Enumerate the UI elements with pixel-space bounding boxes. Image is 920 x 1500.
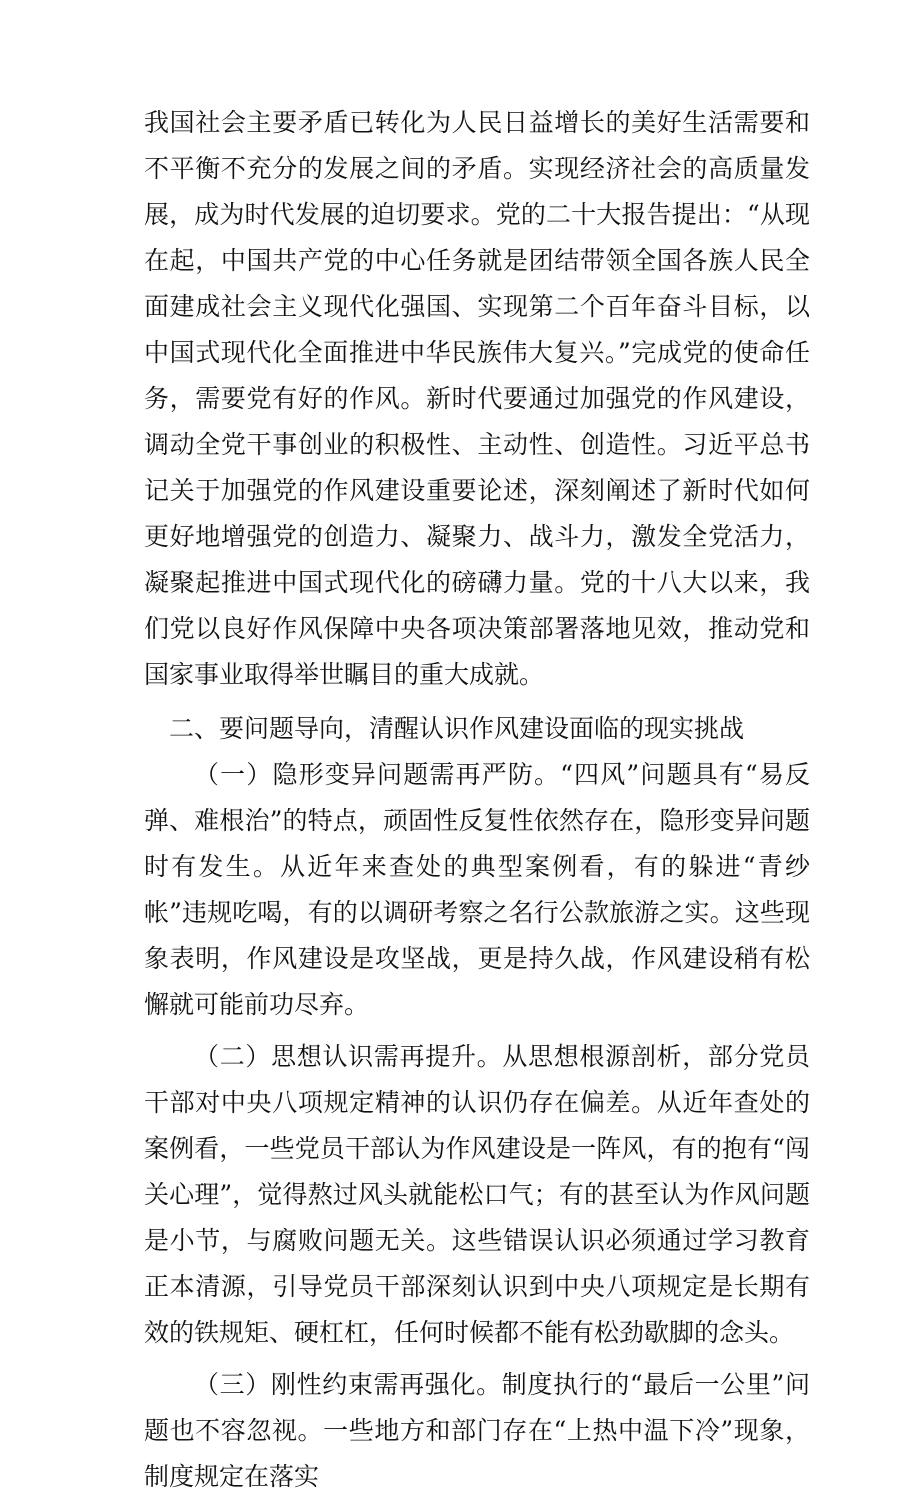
paragraph-item-2: （二）思想认识需再提升。从思想根源剖析，部分党员干部对中央八项规定精神的认识仍存在偏差。从近年查处的案例看，一些党员干部认为作风建设是一阵风，有的抱有“闯关心理”，觉得熬过风头就能松口气；有的甚至认为作风问题是小节，与腐败问题无关。这些错误认识必须通过学习教育正本清源，引导党员干部深刻认识到中央八项规定是长期有效的铁规矩、硬杠杠，任何时候都不能有松劲歇脚的念头。 xyxy=(144,1042,810,1347)
document-body xyxy=(144,100,810,1500)
section-heading: 二、要问题导向，清醒认识作风建设面临的现实挑战 xyxy=(169,714,745,743)
paragraph-item-1: （一）隐形变异问题需再严防。“四风”问题具有“易反弹、难根治”的特点，顽固性反复性依然存在，隐形变异问题时有发生。从近年来查处的典型案例看，有的躲进“青纱帐”违规吃喝，有的以调研考察之名行公款旅游之实。这些现象表明，作风建设是攻坚战，更是持久战，作风建设稍有松懈就可能前功尽弃。 xyxy=(144,760,810,1019)
paragraph-continuation: 我国社会主要矛盾已转化为人民日益增长的美好生活需要和不平衡不充分的发展之间的矛盾。实现经济社会的高质量发展，成为时代发展的迫切要求。党的二十大报告提出：“从现在起，中国共产党的中心任务就是团结带领全国各族人民全面建成社会主义现代化强国、实现第二个百年奋斗目标，以中国式现代化全面推进中华民族伟大复兴。”完成党的使命任务，需要党有好的作风。新时代要通过加强党的作风建设，调动全党干事创业的积极性、主动性、创造性。习近平总书记关于加强党的作风建设重要论述，深刻阐述了新时代如何更好地增强党的创造力、凝聚力、战斗力，激发全党活力，凝聚起推进中国式现代化的磅礴力量。党的十八大以来，我们党以良好作风保障中央各项决策部署落地见效，推动党和国家事业取得举世瞩目的重大成就。 xyxy=(144,108,810,689)
paragraph-item-3: （三）刚性约束需再强化。制度执行的“最后一公里”问题也不容忽视。一些地方和部门存在“上热中温下冷”现象，制度规定在落实 xyxy=(144,1370,810,1491)
